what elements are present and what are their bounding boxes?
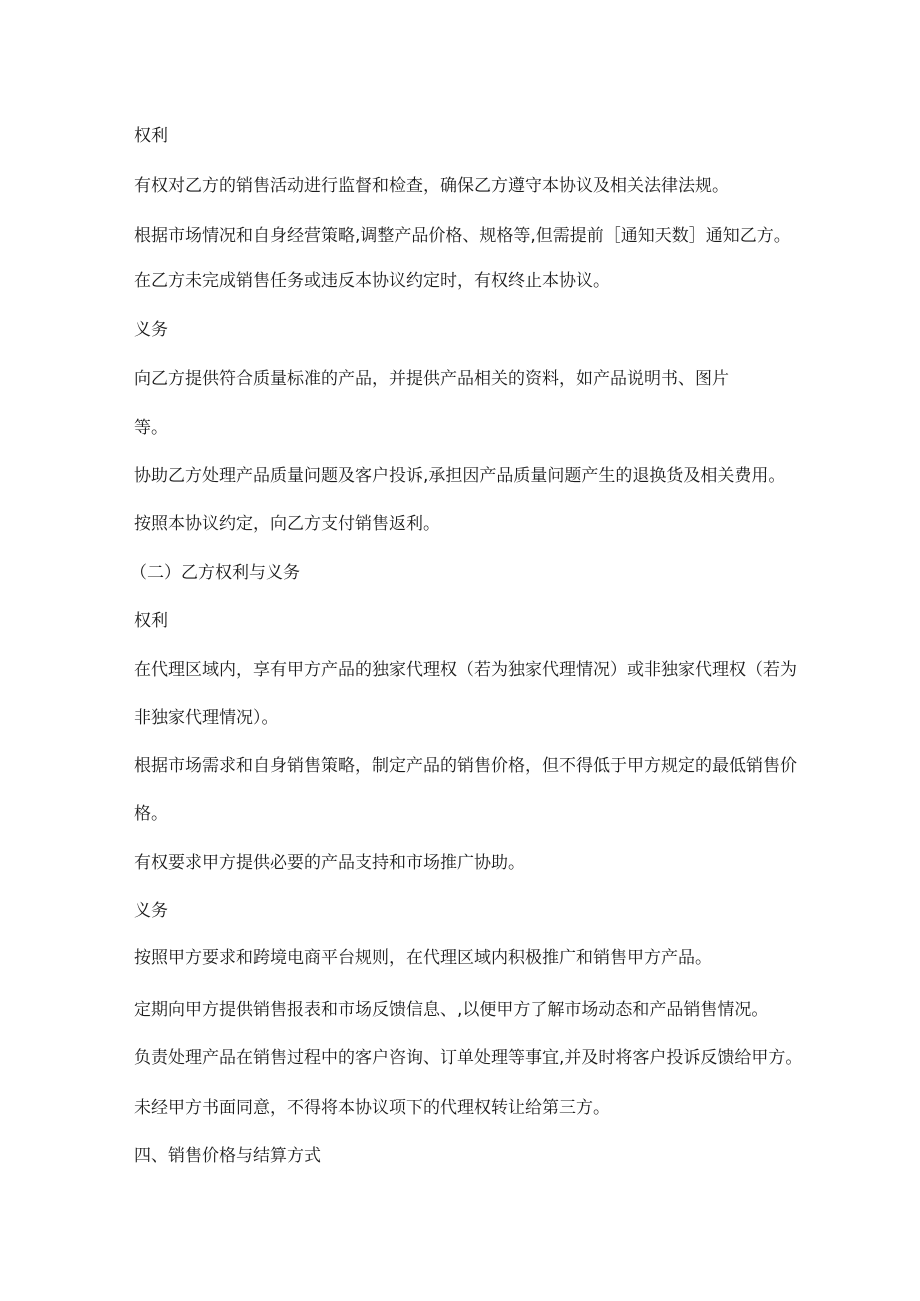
- paragraph-line: 等。: [134, 418, 168, 438]
- section-heading: （二）乙方权利与义务: [130, 563, 300, 583]
- paragraph-line: 根据市场需求和自身销售策略，制定产品的销售价格，但不得低于甲方规定的最低销售价: [134, 756, 797, 776]
- paragraph-line: 按照甲方要求和跨境电商平台规则，在代理区域内积极推广和销售甲方产品。: [134, 948, 712, 968]
- heading-obligations: 义务: [134, 320, 168, 340]
- heading-rights: 权利: [134, 126, 168, 146]
- paragraph-line: 非独家代理情况）。: [134, 708, 279, 728]
- section-heading: 四、销售价格与结算方式: [134, 1146, 321, 1166]
- heading-rights: 权利: [134, 611, 168, 631]
- paragraph-line: 定期向甲方提供销售报表和市场反馈信息、,以便甲方了解市场动态和产品销售情况。: [134, 1000, 769, 1020]
- paragraph-line: 在乙方未完成销售任务或违反本协议约定时，有权终止本协议。: [134, 271, 610, 291]
- paragraph-line: 有权要求甲方提供必要的产品支持和市场推广协助。: [134, 853, 525, 873]
- paragraph-line: 在代理区域内，享有甲方产品的独家代理权（若为独家代理情况）或非独家代理权（若为: [134, 660, 797, 680]
- paragraph-line: 有权对乙方的销售活动进行监督和检查，确保乙方遵守本协议及相关法律法规。: [134, 176, 729, 196]
- paragraph-line: 负责处理产品在销售过程中的客户咨询、订单处理等事宜,并及时将客户投诉反馈给甲方。: [134, 1048, 803, 1068]
- paragraph-line: 协助乙方处理产品质量问题及客户投诉,承担因产品质量问题产生的退换货及相关费用。: [134, 466, 786, 486]
- paragraph-line: 未经甲方书面同意，不得将本协议项下的代理权转让给第三方。: [134, 1098, 610, 1118]
- paragraph-line: 按照本协议约定，向乙方支付销售返利。: [134, 514, 440, 534]
- paragraph-line: 向乙方提供符合质量标准的产品，并提供产品相关的资料，如产品说明书、图片: [134, 369, 729, 389]
- heading-obligations: 义务: [134, 901, 168, 921]
- paragraph-line: 格。: [134, 804, 168, 824]
- paragraph-line: 根据市场情况和自身经营策略,调整产品价格、规格等,但需提前［通知天数］通知乙方。: [134, 226, 791, 246]
